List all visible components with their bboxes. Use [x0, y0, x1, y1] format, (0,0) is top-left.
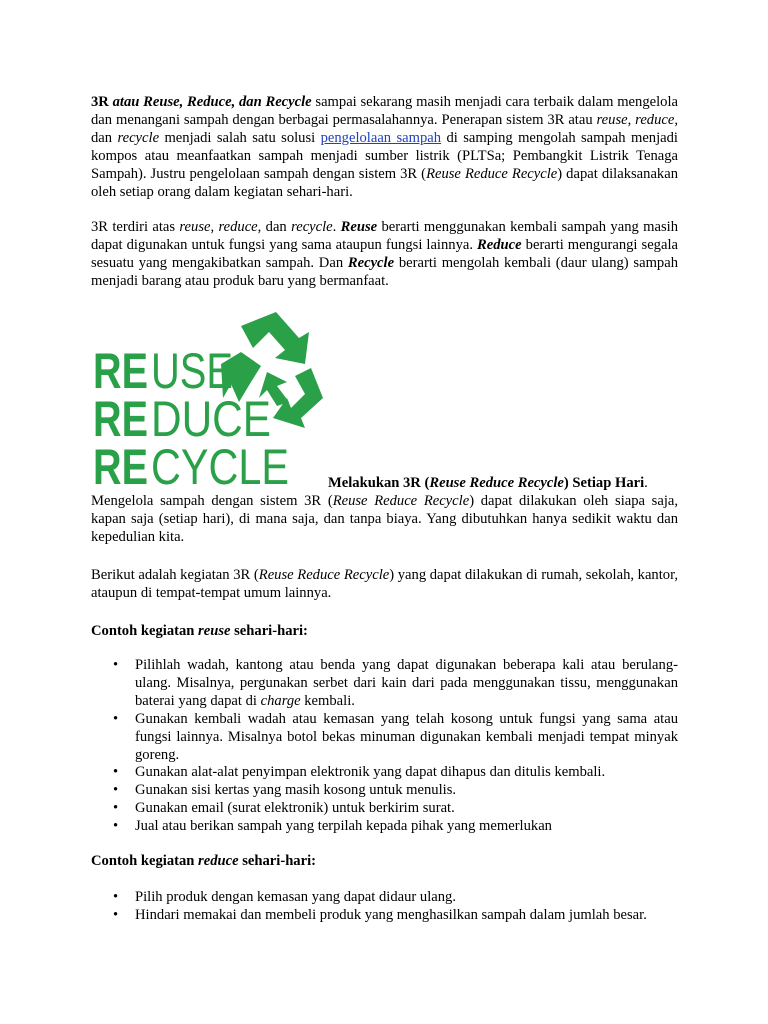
definition-paragraph: 3R terdiri atas reuse, reduce, dan recycle. Reuse berarti menggunakan kembali sampah yang masih dapat digunakan untuk fungsi yang sama ataupun fungsi lainnya. Reduce berarti mengurangi segala sesuatu yang mengakibatkan sampah. Dan Recycle berarti mengolah kembali (daur ulang) sampah menjadi barang atau produk baru yang bermanfaat. [91, 219, 679, 289]
logo-cycle: CYCLE [151, 439, 289, 489]
logo-duce: DUCE [151, 391, 271, 447]
list-item: • Hindari memakai dan membeli produk yang menghasilkan sampah dalam jumlah besar. [113, 906, 647, 923]
reuse-reduce-recycle-logo [91, 306, 323, 489]
reduce-list [91, 889, 678, 925]
kegiatan-paragraph: Berikut adalah kegiatan 3R (Reuse Reduce Recycle) yang dapat dilakukan di rumah, sekolah, kantor, ataupun di tempat-tempat umum lainnya. [91, 567, 679, 601]
setiap-hari-heading: Melakukan 3R (Reuse Reduce Recycle) Setiap Hari. [328, 475, 648, 491]
list-item: • Jual atau berikan sampah yang terpilah kepada pihak yang memerlukan [113, 818, 552, 835]
list-item: • Pilihlah wadah, kantong atau benda yang dapat digunakan beberapa kali atau berulang-ulang. Misalnya, pergunakan serbet dari kain dari pada menggunakan tissu, menggunakan baterai yang dapat di charge kembali. [113, 657, 678, 709]
pengelolaan-sampah-link[interactable]: pengelolaan sampah [320, 129, 442, 146]
list-item: • Gunakan sisi kertas yang masih kosong untuk menulis. [113, 782, 457, 799]
bullet: • [113, 906, 119, 923]
logo-use: USE [151, 343, 233, 399]
logo-row [91, 306, 678, 492]
logo-re-3: RE [93, 439, 148, 489]
logo-re-1: RE [93, 343, 148, 399]
bullet: • [113, 800, 119, 817]
bullet: • [113, 764, 119, 781]
logo-re-2: RE [93, 391, 148, 447]
list-item: • Gunakan kembali wadah atau kemasan yang telah kosong untuk fungsi yang sama atau fungsi lainnya. Misalnya botol bekas minuman digunakan kembali menjadi tempat minyak goreng. [113, 710, 678, 763]
bullet: • [113, 710, 119, 727]
bullet: • [113, 818, 119, 835]
list-item: • Gunakan email (surat elektronik) untuk berkirim surat. [113, 800, 455, 817]
list-item: • Pilih produk dengan kemasan yang dapat didaur ulang. [113, 889, 456, 905]
bullet: • [113, 782, 119, 799]
reuse-list [91, 657, 678, 836]
intro-paragraph: 3R atau Reuse, Reduce, dan Recycle sampai sekarang masih menjadi cara terbaik dalam mengelola dan menangani sampah dengan berbagai permasalahannya. Penerapan sistem 3R atau reuse, reduce, dan recycle menjadi salah satu solusi pengelolaan sampah di samping mengolah sampah menjadi kompos atau meanfaatkan sampah menjadi sumber listrik (PLTSa; Pembangkit Listrik Tenaga Sampah). Justru pengelolaan sampah dengan sistem 3R (Reuse Reduce Recycle) dapat dilaksanakan oleh setiap orang dalam kegiatan sehari-hari. [91, 94, 678, 200]
bullet: • [113, 657, 119, 673]
bullet: • [113, 889, 119, 905]
list-item: • Gunakan alat-alat penyimpan elektronik yang dapat dihapus dan ditulis kembali. [113, 764, 606, 781]
reduce-heading: Contoh kegiatan reduce sehari-hari: [91, 853, 316, 869]
setiap-hari-paragraph: Mengelola sampah dengan sistem 3R (Reuse Reduce Recycle) dapat dilakukan oleh siapa saja, kapan saja (setiap hari), di mana saja, dan tanpa biaya. Yang dibutuhkan hanya sedikit waktu dan kepedulian kita. [91, 493, 679, 545]
reuse-heading: Contoh kegiatan reuse sehari-hari: [91, 623, 308, 639]
